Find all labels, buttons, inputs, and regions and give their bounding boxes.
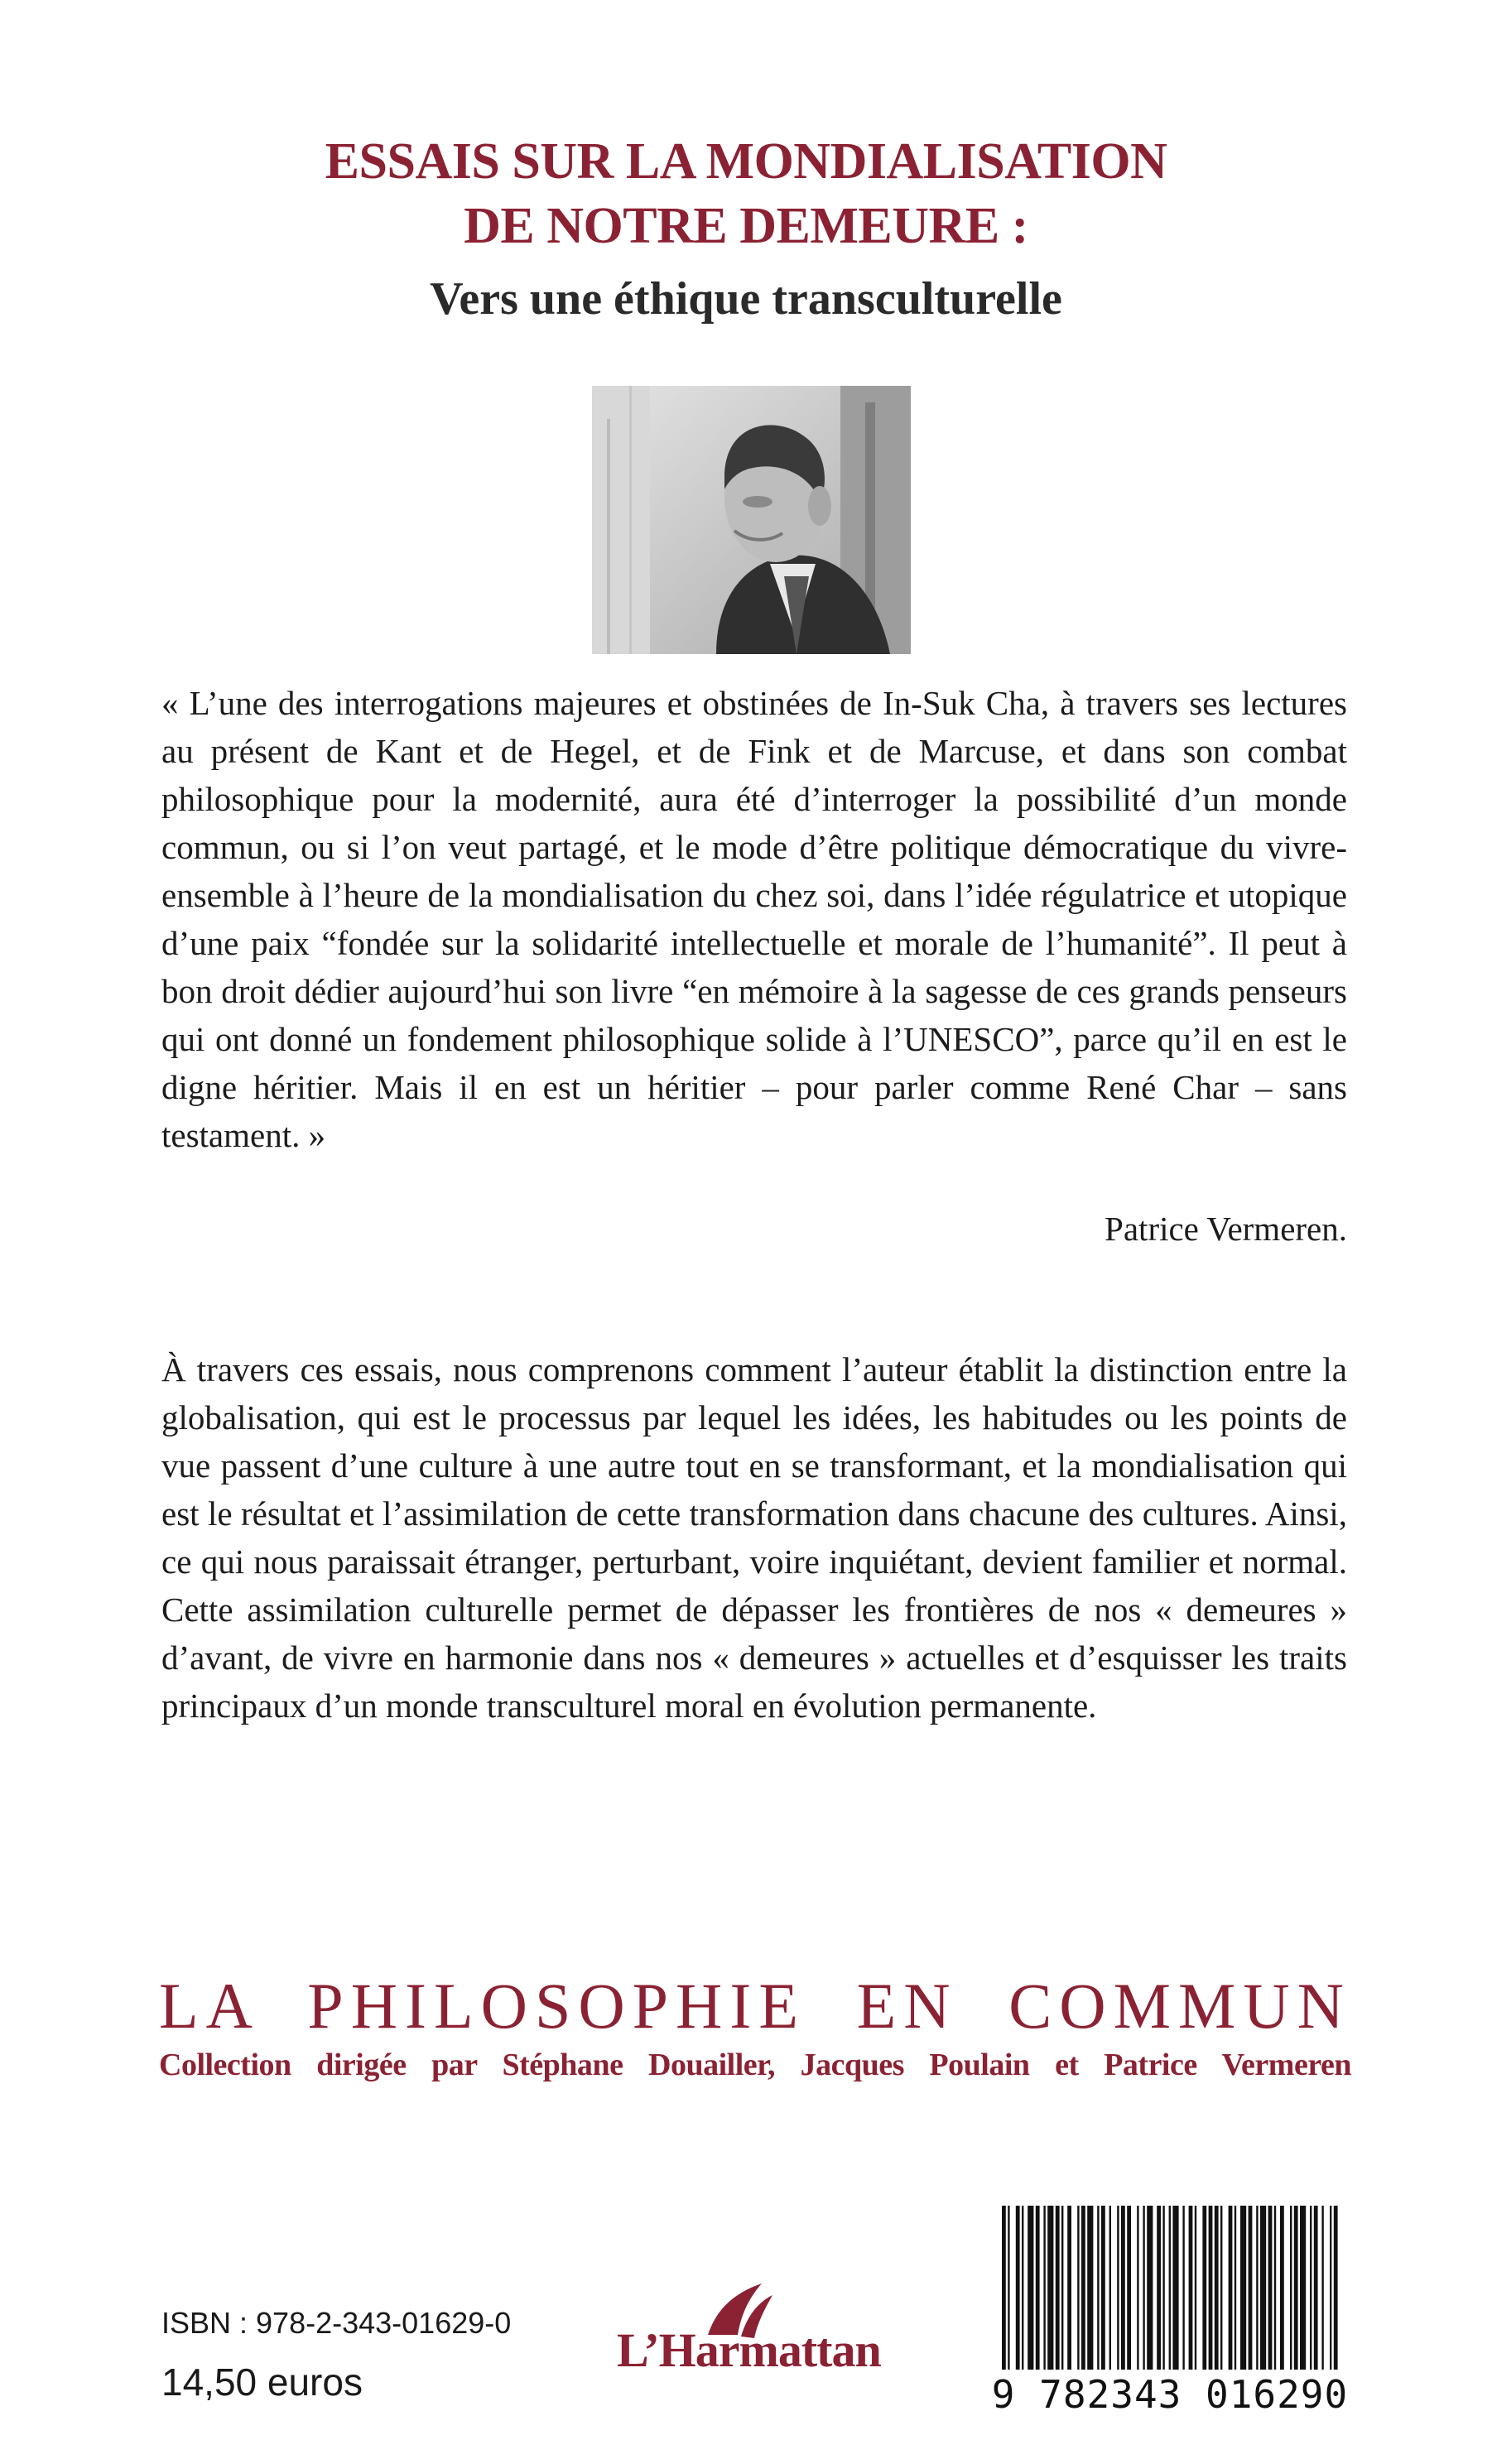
publisher-name: L’Harmattan: [617, 2323, 881, 2377]
quote-paragraph: « L’une des interrogations majeures et obstinées de In-Suk Cha, à travers ses lectures au présent de Kant et de Hegel, et de Fink et de Marcuse, et dans son combat philosophique pour la modernité, aura été d’interroger la possibilité d’un monde commun, ou si l’on veut partagé, et le mode d’être politique démocratique du vivre-ensemble à l’heure de la mondialisation du chez soi, dans l’idée régulatrice et utopique d’une paix “fondée sur la solidarité intellectuelle et morale de l’humanité”. Il peut à bon droit dédier aujourd’hui son livre “en mémoire à la sagesse de ces grands penseurs qui ont donné un fondement philosophique solide à l’UNESCO”, parce qu’il en est le digne héritier. Mais il en est un héritier – pour parler comme René Char – sans testament. »: [161, 684, 1347, 1154]
collection-directors: Collection dirigée par Stéphane Douailler, Jacques Poulain et Patrice Vermeren: [159, 2048, 1351, 2082]
barcode-bars: [990, 2199, 1350, 2373]
quote-attribution: Patrice Vermeren.: [1105, 1210, 1347, 1248]
summary-paragraph: À travers ces essais, nous comprenons comment l’auteur établit la distinction entre la globalisation, qui est le processus par lequel les idées, les habitudes ou les points de vue passent d’une culture à une autre tout en se transformant, et la mondialisation qui est le résultat et l’assimilation de cette transformation dans chacune des cultures. Ainsi, ce qui nous paraissait étranger, perturbant, voire inquiétant, devient familier et normal. Cette assimilation culturelle permet de dépasser les frontières de nos « demeures » d’avant, de vivre en harmonie dans nos « demeures » actuelles et d’esquisser les traits principaux d’un monde transculturel moral en évolution permanente.: [161, 1350, 1347, 1725]
book-title-line-2: DE NOTRE DEMEURE :: [464, 198, 1028, 254]
price: 14,50 euros: [161, 2361, 363, 2404]
publisher-logo: [617, 2277, 898, 2385]
author-photo: [592, 386, 911, 654]
barcode-digits: 9 782343 016290: [991, 2372, 1349, 2417]
book-title-line-1: ESSAIS SUR LA MONDIALISATION: [325, 133, 1167, 190]
barcode: [990, 2199, 1350, 2416]
collection-name: LA PHILOSOPHIE EN COMMUN: [159, 1970, 1351, 2042]
book-subtitle: Vers une éthique transculturelle: [430, 273, 1062, 325]
isbn: ISBN : 978-2-343-01629-0: [161, 2306, 512, 2340]
